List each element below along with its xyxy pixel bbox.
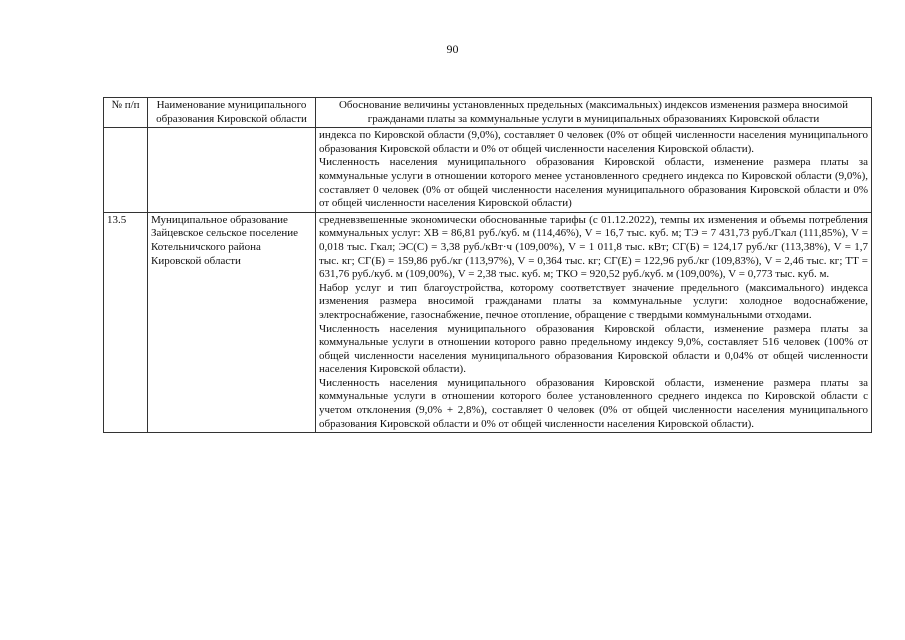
justification-paragraph: индекса по Кировской области (9,0%), составляет 0 человек (0% от общей численности населения муниципального образования Кировской области и 0% от общей численности населения Кировской области). [319, 129, 868, 155]
justification-paragraph: Численность населения муниципального образования Кировской области, изменение размера платы за коммунальные услуги в отношении которого менее установленного среднего индекса по Кировской области (9,0%), составляет 0 человек (0% от общей численности населения муниципального образования Кировской области и 0% от общей численности населения Кировской области) [319, 156, 868, 210]
header-num: № п/п [104, 98, 148, 128]
page-number: 90 [446, 42, 459, 56]
header-municipality: Наименование муниципального образования Кировской области [148, 98, 316, 128]
justification-paragraph: Набор услуг и тип благоустройства, которому соответствует значение предельного (максимального) индекса изменения размера вносимой гражданами платы за коммунальные услуги: холодное водоснабжение, электроснабжение, газоснабжение, печное отопление, обращение с твердыми коммунальными отходами. [319, 281, 868, 321]
table-row [104, 212, 872, 433]
row-municipality: Муниципальное образование Зайцевское сельское поселение Котельничского района Кировской области [148, 212, 316, 433]
row-num [104, 128, 148, 213]
justification-paragraph: средневзвешенные экономически обоснованные тарифы (с 01.12.2022), темпы их изменения и объемы потребления коммунальных услуг: ХВ = 86,81 руб./куб. м (114,46%), V = 16,7 тыс. куб. м; ТЭ = 7 431,73 руб./Гкал (111,85%), V = 0,018 тыс. Гкал; ЭС(С) = 3,38 руб./кВт·ч (109,00%), V = 1 011,8 тыс. кВт; СГ(Б) = 124,17 руб./кг (113,38%), V = 1,7 тыс. кг; СГ(Б) = 159,86 руб./кг (113,97%), V = 0,364 тыс. кг; СГ(Е) = 122,96 руб./кг (109,83%), V = 2,46 тыс. кг; ТТ = 631,76 руб./куб. м (109,00%), V = 2,38 тыс. куб. м; ТКО = 920,52 руб./куб. м (109,00%), V = 0,773 тыс. куб. м. [319, 213, 868, 281]
row-municipality [148, 128, 316, 213]
row-num: 13.5 [104, 212, 148, 433]
justification-paragraph: Численность населения муниципального образования Кировской области, изменение размера платы за коммунальные услуги в отношении которого более установленного среднего индекса по Кировской области с учетом отклонения (9,0% + 2,8%), составляет 0 человек (0% от общей численности населения муниципального образования Кировской области и 0% от общей численности населения Кировской области). [319, 376, 868, 430]
header-justification: Обоснование величины установленных предельных (максимальных) индексов изменения размера вносимой гражданами платы за коммунальные услуги в муниципальных образованиях Кировской области [316, 98, 872, 128]
justification-paragraph: Численность населения муниципального образования Кировской области, изменение размера платы за коммунальные услуги в отношении которого равно предельному индексу 9,0%, составляет 516 человек (100% от общей численности населения муниципального образования Кировской области и 0,04% от общей численности населения Кировской области). [319, 322, 868, 376]
table-header-row [104, 98, 872, 128]
row-justification [316, 212, 872, 433]
row-justification [316, 128, 872, 213]
tariff-justification-table [103, 97, 872, 433]
table-row [104, 128, 872, 213]
